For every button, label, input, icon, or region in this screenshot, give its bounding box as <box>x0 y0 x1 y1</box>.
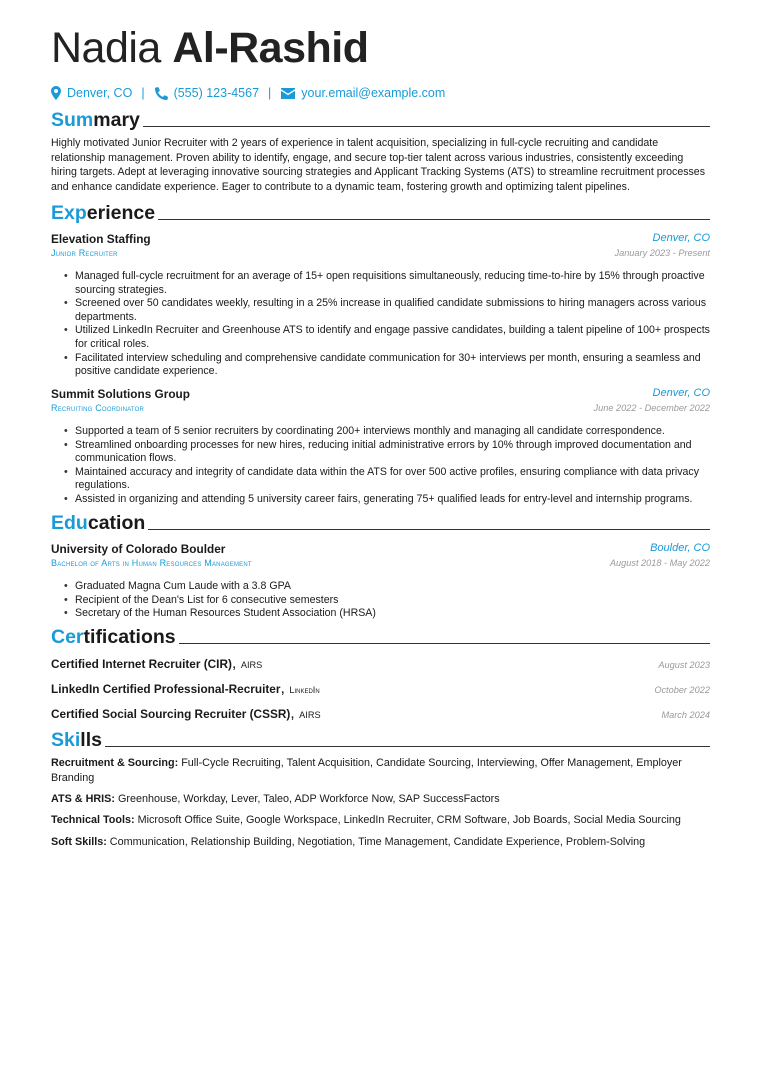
certification-issuer: AIRS <box>240 660 263 670</box>
phone-link[interactable]: (555) 123-4567 <box>173 86 260 100</box>
certification-name: Certified Social Sourcing Recruiter (CSSR) <box>51 707 291 721</box>
certification-issuer: AIRS <box>299 710 321 720</box>
certification-date: October 2022 <box>654 685 710 695</box>
skill-label: ATS & HRIS: <box>51 793 115 805</box>
list-item: • Graduated Magna Cum Laude with a 3.8 GPA <box>64 580 710 594</box>
list-item: • Streamlined onboarding processes for new hires, reducing initial administrative errors by 10% through improved documentation and communication flows. <box>64 439 710 466</box>
job-role: Recruiting Coordinator <box>51 403 145 413</box>
certification-row: Certified Internet Recruiter (CIR), AIRS August 2023 <box>51 655 710 672</box>
experience-heading <box>51 200 710 224</box>
list-item: • Utilized LinkedIn Recruiter and Greenhouse ATS to identify and engage passive candidates, building a talent pipeline of 100+ prospects for critical roles. <box>64 324 710 351</box>
job-entry-header <box>51 232 710 260</box>
contact-separator: | <box>268 86 272 100</box>
list-item: • Managed full-cycle recruitment for an average of 15+ open requisitions simultaneously, reducing time-to-hire by 15% through proactive sourcing strategies. <box>64 270 710 297</box>
list-item: • Facilitated interview scheduling and comprehensive candidate communication for 30+ interviews per month, ensuring a seamless and positive candidate experience. <box>64 352 710 379</box>
education-entry-header <box>51 542 710 570</box>
section-title: Summary <box>51 109 140 131</box>
candidate-name <box>51 22 369 74</box>
list-item: • Screened over 50 candidates weekly, resulting in a 25% increase in qualified candidate submissions to hiring managers across various departments. <box>64 297 710 324</box>
summary-text: Highly motivated Junior Recruiter with 2 years of experience in talent acquisition, specializing in full-cycle recruiting and candidate relationship management. Proven ability to identify, engage, and secure top-tier talent across various industries, consistently exceeding hiring targets. Adept at leveraging innovative sourcing strategies and Applicant Tracking Systems (ATS) to streamline recruitment processes and enhance candidate experience. Eager to contribute to a dynamic team, fostering growth and optimizing talent pipelines. <box>51 137 705 193</box>
school-name: University of Colorado Boulder <box>51 542 226 556</box>
section-divider <box>158 219 710 220</box>
skill-row <box>51 756 710 785</box>
skill-value: Microsoft Office Suite, Google Workspace, LinkedIn Recruiter, CRM Software, Job Boards, Social Media Sourcing <box>137 814 681 826</box>
job-location: Denver, CO <box>652 387 710 399</box>
phone-icon <box>155 87 174 100</box>
job-bullets <box>64 425 710 507</box>
skill-value: Greenhouse, Workday, Lever, Taleo, ADP Workforce Now, SAP SuccessFactors <box>117 793 500 805</box>
company-name: Elevation Staffing <box>51 232 151 246</box>
skills-heading <box>51 727 710 751</box>
certification-date: August 2023 <box>658 660 710 670</box>
degree: Bachelor of Arts in Human Resources Management <box>51 558 252 568</box>
job-dates: January 2023 - Present <box>614 248 710 258</box>
certification-name: Certified Internet Recruiter (CIR) <box>51 657 232 671</box>
section-title: Certifications <box>51 626 176 648</box>
certification-row: LinkedIn Certified Professional-Recruiter, LinkedIn October 2022 <box>51 680 710 697</box>
contact-separator: | <box>141 86 145 100</box>
list-item: • Recipient of the Dean's List for 6 consecutive semesters <box>64 594 710 608</box>
email-link[interactable]: your.email@example.com <box>301 86 446 100</box>
location-text: Denver, CO <box>67 86 133 100</box>
section-divider <box>179 643 710 644</box>
section-divider <box>143 126 710 127</box>
contact-bar <box>51 84 445 102</box>
school-location: Boulder, CO <box>650 542 710 554</box>
list-item: • Secretary of the Human Resources Student Association (HRSA) <box>64 607 710 621</box>
certifications-heading <box>51 624 710 648</box>
certification-row: Certified Social Sourcing Recruiter (CSSR), AIRS March 2024 <box>51 705 710 722</box>
education-bullets <box>64 580 710 621</box>
job-entry-header <box>51 387 710 415</box>
skill-value: Communication, Relationship Building, Negotiation, Time Management, Candidate Experience, Problem-Solving <box>109 836 646 848</box>
skill-row <box>51 792 710 807</box>
list-item: • Maintained accuracy and integrity of candidate data within the ATS for over 500 active profiles, ensuring compliance with data privacy regulations. <box>64 466 710 493</box>
section-title: Education <box>51 512 146 534</box>
section-divider <box>105 746 710 747</box>
job-location: Denver, CO <box>652 232 710 244</box>
job-role: Junior Recruiter <box>51 248 118 258</box>
job-dates: June 2022 - December 2022 <box>593 403 710 413</box>
skill-row <box>51 835 710 850</box>
last-name: Al-Rashid <box>172 24 369 72</box>
skill-label: Technical Tools: <box>51 814 135 826</box>
summary-heading <box>51 107 710 131</box>
job-bullets <box>64 270 710 379</box>
list-item: • Supported a team of 5 senior recruiters by coordinating 200+ interviews monthly and managing all candidate correspondence. <box>64 425 710 439</box>
map-pin-icon <box>51 86 67 100</box>
section-title: Experience <box>51 202 156 224</box>
skill-value: Full-Cycle Recruiting, Talent Acquisition, Candidate Sourcing, Interviewing, Offer Management, Employer Branding <box>51 757 682 784</box>
skill-label: Recruitment & Sourcing: <box>51 757 179 769</box>
first-name: Nadia <box>51 24 161 72</box>
list-item: • Assisted in organizing and attending 5 university career fairs, generating 75+ qualified leads for entry-level and internship programs. <box>64 493 710 507</box>
certification-issuer: LinkedIn <box>289 685 320 695</box>
education-heading <box>51 510 710 534</box>
skill-label: Soft Skills: <box>51 836 107 848</box>
certification-name: LinkedIn Certified Professional-Recruiter <box>51 682 281 696</box>
envelope-icon <box>281 88 301 99</box>
section-title: Skills <box>51 729 102 751</box>
skill-row <box>51 813 710 828</box>
section-divider <box>148 529 710 530</box>
certification-date: March 2024 <box>661 710 710 720</box>
company-name: Summit Solutions Group <box>51 387 190 401</box>
education-dates: August 2018 - May 2022 <box>609 558 710 568</box>
